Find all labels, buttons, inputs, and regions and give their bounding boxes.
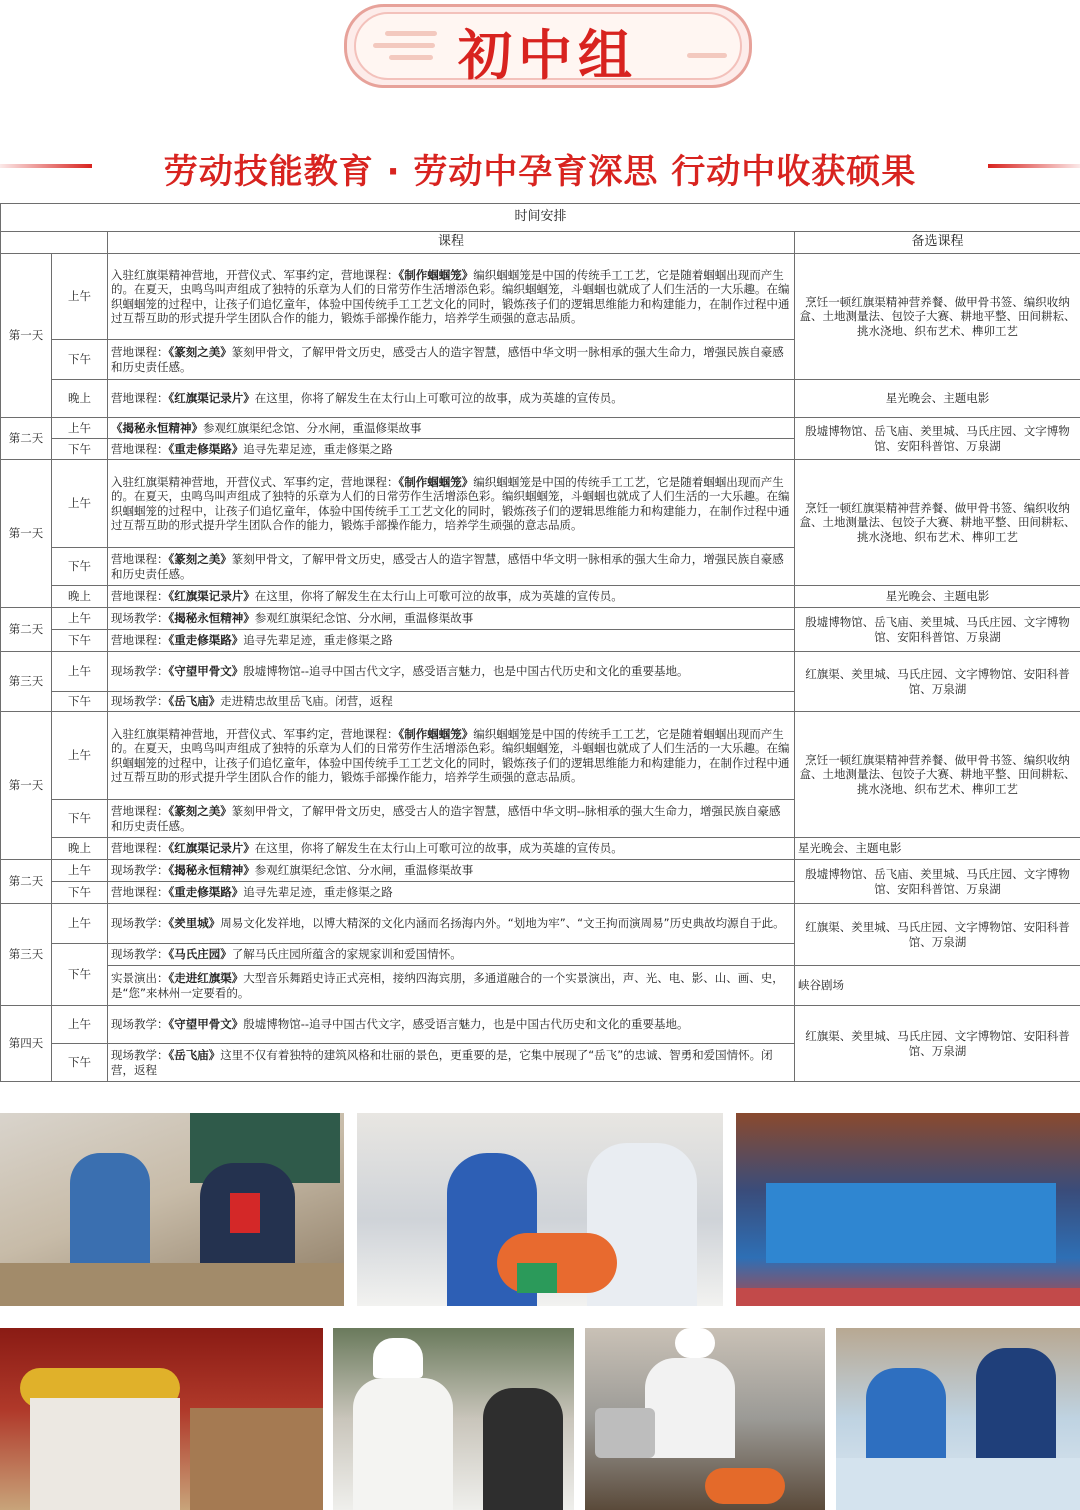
course-prefix: 营地课程： [111,841,169,856]
half-label: 上午 [52,712,108,800]
table-row [1,966,1080,1006]
table-row [1,860,1080,882]
course-title: 《重走修渠路》 [168,885,244,900]
course-prefix: 营地课程： [111,552,169,566]
table-header-row [1,232,1080,254]
schedule-table [0,203,1080,1082]
course-title: 《篆刻之美》 [168,552,232,566]
course-cell [108,630,795,652]
course-cell [108,712,795,800]
course-cell [108,800,795,838]
course-cell [108,966,795,1006]
header-blank [1,232,108,254]
half-label: 上午 [52,904,108,944]
course-body: 走进精忠故里岳飞庙。闭营，返程 [220,694,393,709]
course-body: 了解马氏庄园所蕴含的家规家训和爱国情怀。 [231,947,462,962]
photo-woodwork [0,1113,344,1306]
table-row [1,460,1080,548]
table-row [1,608,1080,630]
course-body: 大型音乐舞蹈史诗正式亮相，接纳四海宾朋，多通道融合的一个实景演出，声、光、电、影、山、画、史，是“您”来林州一定要看的。 [111,971,784,1000]
course-title: 《羑里城》 [168,916,221,931]
half-label: 上午 [52,254,108,340]
course-cell [108,608,795,630]
day-label: 第二天 [1,860,52,904]
optional-cell: 峡谷剧场 [795,966,1080,1006]
photo-cooking-class [333,1328,574,1510]
optional-cell: 星光晚会、主题电影 [795,586,1080,608]
course-cell [108,652,795,692]
course-title: 《岳飞庙》 [168,694,221,709]
course-title: 《红旗渠记录片》 [168,589,255,604]
course-body: 篆刻甲骨文，了解甲骨文历史，感受古人的造字智慧，感悟中华文明--脉相承的强大生命力，增强民族自豪感和历史责任感。 [111,804,781,833]
course-title: 《重走修渠路》 [168,441,244,456]
course-body: 在这里，你将了解发生在太行山上可歌可泣的故事，成为英雄的宣传员。 [254,391,623,406]
day-label: 第一天 [1,460,52,608]
group-banner [344,4,752,88]
subtitle-line-left [0,164,92,168]
course-body: 编织蝈蝈笼是中国的传统手工工艺，它是随着蝈蝈出现而产生的。在夏天，虫鸣鸟叫声组成了独特的乐章为人们的日常劳作生活增添色彩。编织蝈蝈笼，斗蝈蝈也就成了人们生活的一大乐趣。在编织蝈蝈笼的过程中，让孩子们追忆童年，体验中国传统手工工艺文化的同时，锻炼孩子们的逻辑思维能力和构建能力，在制作过程中通过互帮互助的形式提升学生团队合作的能力，锻炼手部操作能力，培养学生顽强的意志品质。 [111,726,790,784]
photo-fabric [836,1328,1080,1510]
course-cell [108,340,795,380]
subtitle-bar [0,140,1080,190]
course-body: 参观红旗渠纪念馆、分水闸，重温修渠故事 [254,611,474,626]
table-caption-row [1,204,1080,232]
table-row [1,254,1080,340]
course-cell [108,418,795,439]
course-body: 篆刻甲骨文，了解甲骨文历史，感受古人的造字智慧，感悟中华文明一脉相承的强大生命力，增强民族自豪感和历史责任感。 [111,552,784,581]
table-row [1,652,1080,692]
course-prefix: 现场教学： [111,611,169,626]
table-row [1,1006,1080,1044]
course-cell [108,254,795,340]
course-title: 《篆刻之美》 [168,345,232,359]
photo-stage [736,1113,1080,1306]
table-row [1,904,1080,944]
half-label: 下午 [52,1044,108,1082]
course-title: 《揭秘永恒精神》 [111,420,203,435]
header-course: 课程 [108,232,795,254]
course-cell [108,904,795,944]
half-label: 下午 [52,882,108,904]
table-row [1,418,1080,439]
course-body: 追寻先辈足迹，重走修渠之路 [243,885,393,900]
course-body: 篆刻甲骨文，了解甲骨文历史，感受古人的造字智慧，感悟中华文明一脉相承的强大生命力，增强民族自豪感和历史责任感。 [111,345,784,374]
course-title: 《制作蝈蝈笼》 [398,267,474,282]
course-prefix: 现场教学： [111,694,169,709]
course-cell [108,1006,795,1044]
half-label: 下午 [52,439,108,460]
photo-museum [0,1328,323,1510]
course-prefix: 营地课程： [111,441,169,456]
half-label: 晚上 [52,586,108,608]
optional-cell: 红旗渠、羑里城、马氏庄园、文字博物馆、安阳科普馆、万泉湖 [795,904,1080,966]
half-label: 下午 [52,692,108,712]
course-cell [108,838,795,860]
course-title: 《篆刻之美》 [168,804,232,818]
course-prefix: 现场教学： [111,1048,169,1062]
half-label: 晚上 [52,380,108,418]
optional-cell: 殷墟博物馆、岳飞庙、羑里城、马氏庄园、文字博物馆、安阳科普馆、万泉湖 [795,418,1080,460]
course-prefix: 入驻红旗渠精神营地，开营仪式、军事约定，营地课程： [111,726,399,741]
half-label: 晚上 [52,838,108,860]
optional-cell: 烹饪一顿红旗渠精神营养餐、做甲骨书签、编织收纳盒、土地测量法、包饺子大赛、耕地平整、田间耕耘、挑水浇地、织布艺术、榫卯工艺 [795,460,1080,586]
day-label: 第三天 [1,652,52,712]
course-prefix: 现场教学： [111,916,169,931]
day-label: 第二天 [1,608,52,652]
half-label: 下午 [52,630,108,652]
optional-cell: 烹饪一顿红旗渠精神营养餐、做甲骨书签、编织收纳盒、土地测量法、包饺子大赛、耕地平整、田间耕耘、挑水浇地、织布艺术、榫卯工艺 [795,712,1080,838]
course-title: 《马氏庄园》 [168,947,232,962]
course-body: 编织蝈蝈笼是中国的传统手工工艺，它是随着蝈蝈出现而产生的。在夏天，虫鸣鸟叫声组成了独特的乐章为人们的日常劳作生活增添色彩。编织蝈蝈笼，斗蝈蝈也就成了人们生活的一大乐趣。在编织蝈蝈笼的过程中，让孩子们追忆童年，体验中国传统手工工艺文化的同时，锻炼孩子们的逻辑思维能力和构建能力，在制作过程中通过互帮互助的形式提升学生团队合作的能力，锻炼手部操作能力，培养学生顽强的意志品质。 [111,267,790,325]
course-prefix: 营地课程： [111,885,169,900]
subtitle-line-right [988,164,1080,168]
course-cell [108,860,795,882]
half-label: 上午 [52,608,108,630]
course-title: 《守望甲骨文》 [168,1017,244,1032]
course-prefix: 营地课程： [111,589,169,604]
course-cell [108,548,795,586]
course-body: 参观红旗渠纪念馆、分水闸，重温修渠故事 [203,420,422,435]
day-label: 第三天 [1,904,52,1006]
course-title: 《岳飞庙》 [168,1048,221,1062]
header-optional: 备选课程 [795,232,1080,254]
course-title: 《制作蝈蝈笼》 [398,726,474,741]
course-prefix: 营地课程： [111,345,169,359]
course-prefix: 入驻红旗渠精神营地，开营仪式、军事约定，营地课程： [111,267,399,282]
half-label: 上午 [52,418,108,439]
half-label: 上午 [52,1006,108,1044]
half-label: 上午 [52,460,108,548]
half-label: 下午 [52,944,108,1006]
day-label: 第一天 [1,712,52,860]
course-title: 《红旗渠记录片》 [168,841,255,856]
course-body: 在这里，你将了解发生在太行山上可歌可泣的故事，成为英雄的宣传员。 [254,589,623,604]
course-title: 《制作蝈蝈笼》 [398,474,474,489]
course-body: 周易文化发祥地，以博大精深的文化内涵而名扬海内外。“划地为牢”、“文王拘而演周易”历史典故均源自于此。 [220,916,785,931]
table-row [1,586,1080,608]
course-title: 《揭秘永恒精神》 [168,863,255,878]
course-prefix: 营地课程： [111,804,169,818]
course-body: 追寻先辈足迹，重走修渠之路 [243,633,393,648]
course-title: 《守望甲骨文》 [168,664,244,679]
course-prefix: 现场教学： [111,947,169,962]
day-label: 第二天 [1,418,52,460]
optional-cell: 烹饪一顿红旗渠精神营养餐、做甲骨书签、编织收纳盒、土地测量法、包饺子大赛、耕地平整、田间耕耘、挑水浇地、织布艺术、榫卯工艺 [795,254,1080,380]
course-cell [108,882,795,904]
half-label: 下午 [52,800,108,838]
course-body: 编织蝈蝈笼是中国的传统手工工艺，它是随着蝈蝈出现而产生的。在夏天，虫鸣鸟叫声组成了独特的乐章为人们的日常劳作生活增添色彩。编织蝈蝈笼，斗蝈蝈也就成了人们生活的一大乐趣。在编织蝈蝈笼的过程中，让孩子们追忆童年，体验中国传统手工工艺文化的同时，锻炼孩子们的逻辑思维能力和构建能力，在制作过程中通过互帮互助的形式提升学生团队合作的能力，锻炼手部操作能力，培养学生顽强的意志品质。 [111,474,790,532]
course-prefix: 现场教学： [111,1017,169,1032]
course-cell [108,1044,795,1082]
course-body: 这里不仅有着独特的建筑风格和壮丽的景色，更重要的是，它集中展现了“岳飞”的忠诚、智勇和爱国情怀。闭营，返程 [111,1048,773,1077]
course-cell [108,439,795,460]
optional-cell: 殷墟博物馆、岳飞庙、羑里城、马氏庄园、文字博物馆、安阳科普馆、万泉湖 [795,608,1080,652]
course-prefix: 现场教学： [111,664,169,679]
course-prefix: 营地课程： [111,633,169,648]
optional-cell: 红旗渠、羑里城、马氏庄园、文字博物馆、安阳科普馆、万泉湖 [795,652,1080,712]
table-row [1,712,1080,800]
course-title: 《红旗渠记录片》 [168,391,255,406]
optional-cell: 殷墟博物馆、岳飞庙、羑里城、马氏庄园、文字博物馆、安阳科普馆、万泉湖 [795,860,1080,904]
photo-kitchen [585,1328,825,1510]
course-title: 《走进红旗渠》 [168,971,244,985]
table-row [1,380,1080,418]
course-cell [108,586,795,608]
optional-cell: 星光晚会、主题电影 [795,838,1080,860]
half-label: 下午 [52,548,108,586]
course-cell [108,460,795,548]
table-row [1,838,1080,860]
course-cell [108,944,795,966]
course-cell [108,692,795,712]
course-prefix: 营地课程： [111,391,169,406]
course-prefix: 入驻红旗渠精神营地，开营仪式、军事约定，营地课程： [111,474,399,489]
half-label: 上午 [52,860,108,882]
course-prefix: 实景演出： [111,971,169,985]
course-body: 殷墟博物馆--追寻中国古代文字，感受语言魅力，也是中国古代历史和文化的重要基地。 [243,664,689,679]
course-body: 在这里，你将了解发生在太行山上可歌可泣的故事，成为英雄的宣传员。 [254,841,623,856]
course-body: 参观红旗渠纪念馆、分水闸，重温修渠故事 [254,863,474,878]
table-caption: 时间安排 [1,204,1080,232]
course-title: 《重走修渠路》 [168,633,244,648]
half-label: 下午 [52,340,108,380]
course-title: 《揭秘永恒精神》 [168,611,255,626]
course-prefix: 现场教学： [111,863,169,878]
course-body: 殷墟博物馆--追寻中国古代文字，感受语言魅力，也是中国古代历史和文化的重要基地。 [243,1017,689,1032]
course-body: 追寻先辈足迹，重走修渠之路 [243,441,393,456]
day-label: 第一天 [1,254,52,418]
photo-papercraft [357,1113,723,1306]
day-label: 第四天 [1,1006,52,1082]
subtitle-text: 劳动技能教育 · 劳动中孕育深思 行动中收获硕果 [163,152,917,192]
half-label: 上午 [52,652,108,692]
banner-title: 初中组 [458,24,638,87]
optional-cell: 星光晚会、主题电影 [795,380,1080,418]
course-cell [108,380,795,418]
optional-cell: 红旗渠、羑里城、马氏庄园、文字博物馆、安阳科普馆、万泉湖 [795,1006,1080,1082]
